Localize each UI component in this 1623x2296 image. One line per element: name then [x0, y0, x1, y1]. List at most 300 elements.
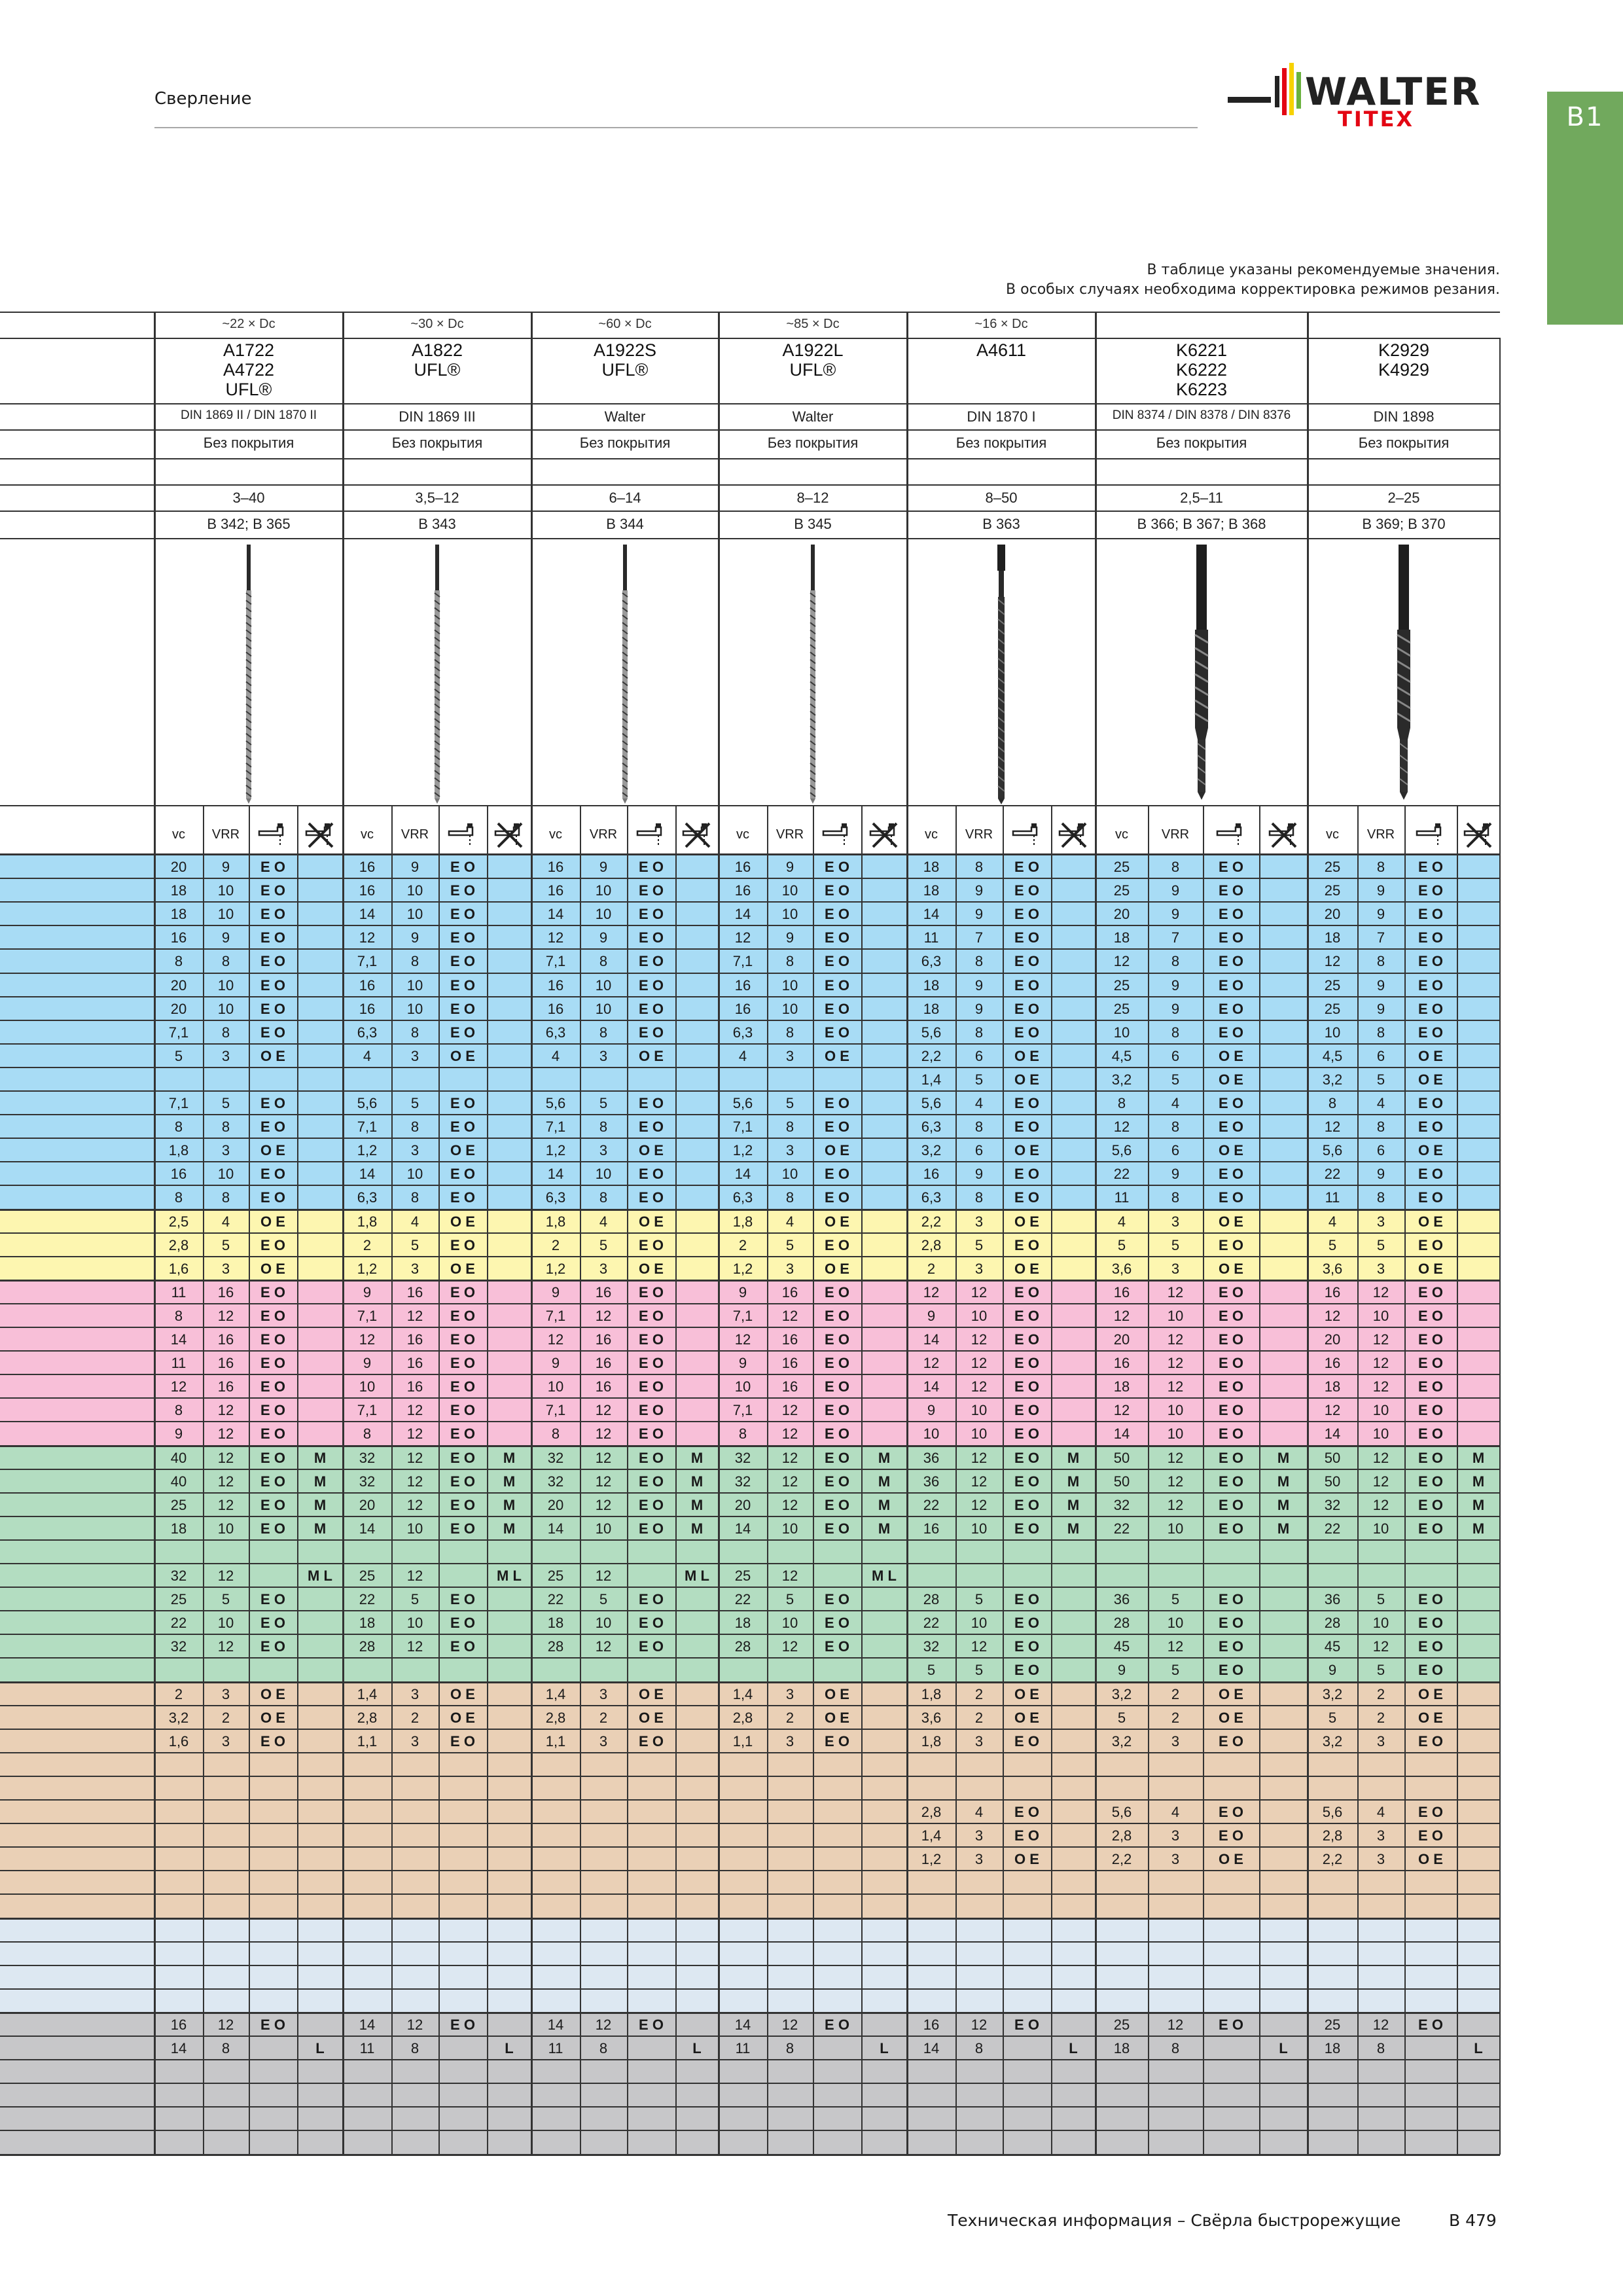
vc-value: 8 — [363, 1426, 372, 1443]
dry-value — [1259, 1969, 1308, 1989]
coolant-value: E O — [450, 882, 475, 899]
vrr-value: 10 — [406, 977, 423, 994]
tool-code: A4611 — [976, 340, 1027, 360]
dry-value — [487, 859, 531, 878]
vc-value: 7,1 — [732, 953, 753, 970]
vc-value: 6,3 — [921, 1189, 942, 1206]
coolant-value: E O — [1219, 929, 1243, 946]
dry-value — [675, 2017, 719, 2036]
grid-line — [0, 403, 1500, 404]
vc-value: 1,2 — [732, 1260, 753, 1277]
coolant-value: E O — [1014, 1378, 1039, 1395]
coolant-value: E O — [450, 2016, 475, 2033]
tool-catalog-pages: B 342; B 365 — [207, 516, 291, 532]
dry-value — [487, 2111, 531, 2130]
vc-value: 16 — [734, 1000, 751, 1017]
coolant-value: E O — [260, 1732, 285, 1749]
vrr-value: 3 — [599, 1047, 608, 1064]
tool-diameter-range: 3,5–12 — [415, 490, 459, 506]
vrr-value — [1357, 2111, 1404, 2130]
dry-value — [861, 1757, 907, 1776]
coolant-value: O E — [450, 1142, 475, 1159]
dry-value — [1051, 1568, 1096, 1587]
coolant-value: E O — [1014, 929, 1039, 946]
vc-value: 25 — [1324, 2016, 1341, 2033]
vrr-value: 12 — [217, 1568, 234, 1584]
vc-value: 14 — [734, 1166, 751, 1183]
tool-coating: Без покрытия — [579, 435, 671, 451]
vc-value — [1308, 1780, 1357, 1800]
dry-value — [675, 1378, 719, 1398]
coolant-value: E O — [450, 1095, 475, 1111]
dry-value — [297, 906, 343, 925]
vc-value — [1096, 1898, 1148, 1918]
vrr-value: 3 — [410, 1260, 419, 1277]
coolant-value — [249, 1757, 297, 1776]
dry-value — [297, 1851, 343, 1871]
vc-value: 25 — [1324, 882, 1341, 899]
vrr-value — [767, 1071, 813, 1091]
vc-value: 20 — [1324, 906, 1341, 923]
coolant-value: O E — [450, 1047, 475, 1064]
vrr-value: 10 — [406, 906, 423, 923]
vc-value — [1096, 1922, 1148, 1942]
vc-value: 2,8 — [921, 1236, 942, 1253]
vrr-value: 12 — [1372, 2016, 1389, 2033]
vc-value: 1,2 — [921, 1851, 942, 1868]
dry-value — [487, 1308, 531, 1327]
vc-value: 25 — [1113, 977, 1130, 994]
dry-value — [1457, 1119, 1500, 1138]
dry-value — [1051, 1874, 1096, 1894]
vc-value: 28 — [923, 1591, 940, 1608]
vrr-value: 5 — [410, 1236, 419, 1253]
vrr-value: 10 — [217, 977, 234, 994]
dry-value: M — [690, 1449, 704, 1466]
vrr-value: 3 — [785, 1685, 794, 1702]
vrr-value — [580, 1804, 627, 1823]
vc-value — [531, 1993, 580, 2013]
dry-value: M — [1277, 1473, 1290, 1490]
dry-value — [861, 1780, 907, 1800]
tool-standard: Walter — [792, 408, 834, 425]
dry-value: M — [313, 1473, 327, 1490]
vrr-value: 12 — [406, 1307, 423, 1324]
vc-value — [531, 1780, 580, 1800]
coolant-value: E O — [260, 1119, 285, 1136]
coolant-value: E O — [1014, 1307, 1039, 1324]
vc-value — [154, 1780, 203, 1800]
vrr-value — [767, 1922, 813, 1942]
grid-line — [0, 484, 1500, 486]
coolant-value — [1003, 2134, 1051, 2154]
vc-value — [907, 1969, 955, 1989]
vrr-value: 8 — [410, 1119, 419, 1136]
vrr-value: 10 — [1372, 1402, 1389, 1419]
dry-value — [487, 1189, 531, 1209]
vrr-value: 9 — [599, 929, 608, 946]
vrr-value — [767, 1851, 813, 1871]
vc-value: 5,6 — [1111, 1142, 1132, 1159]
dry-value — [1051, 859, 1096, 878]
coolant-value: E O — [825, 1520, 849, 1537]
vrr-value: 12 — [781, 1426, 798, 1443]
dry-value — [297, 1024, 343, 1044]
tool-code: A1822 — [411, 340, 463, 360]
coolant-value: E O — [825, 1615, 849, 1632]
coolant-value — [249, 1780, 297, 1800]
dry-value — [1051, 1851, 1096, 1871]
dry-value — [487, 1615, 531, 1634]
vc-value: 7,1 — [545, 1307, 566, 1324]
coolant-value: O E — [639, 1260, 664, 1277]
tool-standard: DIN 1870 I — [967, 408, 1036, 425]
drill-image — [1384, 543, 1423, 805]
coolant-value — [249, 1662, 297, 1681]
coolant-value: E O — [825, 1166, 849, 1183]
coolant-value — [1203, 1969, 1259, 1989]
dry-value — [1457, 1780, 1500, 1800]
coolant-value: O E — [1219, 1071, 1243, 1088]
dry-value: M — [690, 1496, 704, 1513]
vc-value — [531, 1874, 580, 1894]
vrr-value: 12 — [1167, 1638, 1184, 1655]
coolant-value — [249, 2064, 297, 2083]
tool-code: K6221 — [1175, 340, 1228, 360]
vrr-value: 10 — [781, 1000, 798, 1017]
coolant-value — [1404, 1544, 1457, 1564]
dry-machining-icon — [1058, 822, 1088, 848]
coolant-value — [627, 2064, 675, 2083]
coolant-icon — [1216, 822, 1246, 848]
dry-value — [487, 1780, 531, 1800]
drill-image — [418, 543, 457, 805]
vrr-value: 10 — [217, 1000, 234, 1017]
section-title: Сверление — [154, 89, 252, 109]
vc-value — [154, 1946, 203, 1965]
dry-machining-icon — [1463, 822, 1493, 848]
tool-code: UFL® — [414, 360, 461, 380]
coolant-value: E O — [260, 1638, 285, 1655]
vrr-value: 12 — [1372, 1638, 1389, 1655]
dry-value — [297, 1378, 343, 1398]
dry-value — [487, 1378, 531, 1398]
coolant-value: E O — [1014, 2016, 1039, 2033]
vc-value: 22 — [359, 1591, 376, 1608]
dry-value: M — [878, 1496, 891, 1513]
dry-value — [1457, 1331, 1500, 1351]
vc-value — [154, 1804, 203, 1823]
coolant-value: E O — [450, 1378, 475, 1395]
vc-value: 5,6 — [545, 1095, 566, 1111]
coolant-value: E O — [1219, 906, 1243, 923]
vc-value: 1,2 — [357, 1260, 378, 1277]
dry-value — [297, 1993, 343, 2013]
coolant-value: E O — [1219, 1166, 1243, 1183]
dry-value — [1259, 1615, 1308, 1634]
dry-value — [1457, 1001, 1500, 1020]
vrr-value: 10 — [406, 1615, 423, 1632]
dry-value — [487, 1922, 531, 1942]
coolant-value: O E — [1014, 1047, 1039, 1064]
vrr-value — [580, 1780, 627, 1800]
vrr-value: 8 — [974, 1189, 984, 1206]
coolant-value: E O — [1219, 1000, 1243, 1017]
vrr-value: 9 — [1171, 977, 1180, 994]
dry-value — [675, 1686, 719, 1706]
dry-value — [297, 1284, 343, 1304]
coolant-value: E O — [450, 1119, 475, 1136]
vc-value: 50 — [1113, 1473, 1130, 1490]
vc-value — [343, 1544, 391, 1564]
vrr-value: 9 — [974, 1166, 984, 1183]
dry-value: M — [1472, 1449, 1485, 1466]
coolant-value: E O — [450, 1189, 475, 1206]
vrr-value: 12 — [1372, 1331, 1389, 1348]
dry-value — [297, 1686, 343, 1706]
vc-value — [1096, 2087, 1148, 2107]
vc-value: 1,4 — [732, 1685, 753, 1702]
coolant-value: E O — [825, 1024, 849, 1041]
vrr-value: 8 — [974, 1024, 984, 1041]
vc-value — [343, 1780, 391, 1800]
vc-value: 25 — [170, 1496, 187, 1513]
dry-value: M — [690, 1473, 704, 1490]
vc-value: 5 — [1328, 1709, 1337, 1726]
vc-value: 20 — [547, 1496, 564, 1513]
dry-value — [675, 1851, 719, 1871]
coolant-value: E O — [825, 1095, 849, 1111]
vrr-value: 10 — [971, 1402, 988, 1419]
coolant-value — [627, 1544, 675, 1564]
dry-value — [1051, 977, 1096, 997]
vrr-value: 3 — [221, 1142, 230, 1159]
vc-value: 16 — [359, 977, 376, 994]
vc-value: 16 — [547, 977, 564, 994]
coolant-value: O E — [825, 1685, 849, 1702]
vc-value — [719, 1780, 767, 1800]
dry-value: L — [315, 2040, 325, 2056]
dry-value — [861, 1024, 907, 1044]
vc-value: 8 — [174, 953, 183, 970]
coolant-value: E O — [1219, 1804, 1243, 1820]
vrr-value: 10 — [781, 882, 798, 899]
vc-value — [1308, 1874, 1357, 1894]
vc-value: 2,2 — [1111, 1851, 1132, 1868]
vc-value: 12 — [923, 1283, 940, 1300]
dry-value — [1457, 882, 1500, 902]
coolant-value: O E — [1418, 1260, 1443, 1277]
dry-value — [675, 1142, 719, 1162]
vc-value: 11 — [1114, 1189, 1130, 1206]
vrr-value: 9 — [1376, 882, 1385, 899]
vrr-value — [1357, 1568, 1404, 1587]
vrr-value: 12 — [1167, 2016, 1184, 2033]
vc-value — [154, 2087, 203, 2107]
vrr-value: 8 — [785, 953, 794, 970]
dry-value — [297, 1733, 343, 1753]
dry-value — [1259, 1686, 1308, 1706]
coolant-value: E O — [639, 2016, 664, 2033]
dry-value — [1259, 906, 1308, 925]
dry-value — [487, 1946, 531, 1965]
vrr-value — [767, 1827, 813, 1847]
coolant-value: E O — [825, 1331, 849, 1348]
vrr-value — [1357, 1946, 1404, 1965]
dry-value — [1051, 1922, 1096, 1942]
vc-value: 16 — [170, 2016, 187, 2033]
coolant-value — [813, 2111, 861, 2130]
vrr-value: 10 — [595, 906, 612, 923]
vc-value: 32 — [547, 1473, 564, 1490]
dry-value — [1457, 953, 1500, 973]
coolant-value: O E — [1014, 1071, 1039, 1088]
vrr-value: 8 — [221, 1119, 230, 1136]
dry-value — [1259, 1591, 1308, 1611]
dry-value — [1457, 1710, 1500, 1729]
vrr-value — [1148, 1946, 1203, 1965]
dry-value — [861, 1946, 907, 1965]
dry-value — [1051, 2087, 1096, 2107]
coolant-value: E O — [1014, 1615, 1039, 1632]
vrr-value — [580, 1662, 627, 1681]
vc-value: 14 — [923, 2040, 940, 2056]
dry-value — [1457, 1024, 1500, 1044]
vc-value — [719, 2111, 767, 2130]
vc-value: 9 — [174, 1426, 183, 1443]
coolant-value: E O — [1418, 1804, 1443, 1820]
vrr-value: 10 — [1372, 1426, 1389, 1443]
dry-value — [487, 1898, 531, 1918]
dry-value: M — [1472, 1473, 1485, 1490]
dry-value — [297, 1710, 343, 1729]
vc-value — [343, 1993, 391, 2013]
dry-value — [1051, 1378, 1096, 1398]
coolant-value: E O — [1418, 1662, 1443, 1679]
coolant-value — [438, 1071, 487, 1091]
vrr-value: 3 — [974, 1732, 984, 1749]
vrr-value — [1148, 1922, 1203, 1942]
vc-value: 22 — [1324, 1520, 1341, 1537]
vc-value: 16 — [734, 859, 751, 875]
vc-value: 36 — [923, 1449, 940, 1466]
vc-value — [1096, 1946, 1148, 1965]
dry-value — [861, 1355, 907, 1374]
vc-value: 9 — [1328, 1662, 1337, 1679]
dry-value — [1051, 1946, 1096, 1965]
vrr-value: 8 — [1171, 953, 1180, 970]
vrr-value — [203, 2134, 249, 2154]
vrr-value: 12 — [1372, 1473, 1389, 1490]
coolant-value — [249, 1568, 297, 1587]
vc-value — [343, 1851, 391, 1871]
dry-value — [1457, 1048, 1500, 1067]
vc-value: 20 — [170, 859, 187, 875]
dry-value — [1259, 1331, 1308, 1351]
coolant-value: E O — [1418, 1024, 1443, 1041]
vc-value: 20 — [170, 1000, 187, 1017]
vrr-value: 8 — [599, 2040, 608, 2056]
vrr-value: 12 — [971, 1473, 988, 1490]
coolant-value: E O — [1219, 1449, 1243, 1466]
vc-value: 3,2 — [1322, 1732, 1343, 1749]
dry-value — [297, 859, 343, 878]
dry-value: M — [313, 1496, 327, 1513]
dry-value — [1051, 1213, 1096, 1233]
vc-value: 16 — [170, 929, 187, 946]
dry-value: M — [1277, 1449, 1290, 1466]
dry-value — [1051, 929, 1096, 949]
vrr-value: 16 — [781, 1378, 798, 1395]
vrr-value: 5 — [1376, 1591, 1385, 1608]
coolant-value: E O — [1014, 1520, 1039, 1537]
vc-value: 25 — [1113, 882, 1130, 899]
coolant-value — [249, 1969, 297, 1989]
dry-value — [1051, 1591, 1096, 1611]
vc-value: 18 — [923, 977, 940, 994]
coolant-value — [1003, 2064, 1051, 2083]
coolant-value: E O — [260, 1426, 285, 1443]
coolant-value: E O — [1418, 1000, 1443, 1017]
vrr-value: 10 — [781, 906, 798, 923]
coolant-value: O E — [825, 1142, 849, 1159]
vc-value — [1096, 1757, 1148, 1776]
coolant-value — [1203, 1922, 1259, 1942]
vrr-value: 12 — [406, 1473, 423, 1490]
coolant-value: O E — [1219, 1709, 1243, 1726]
vrr-value: 8 — [410, 1024, 419, 1041]
vrr-value: 8 — [410, 2040, 419, 2056]
vc-header: vc — [549, 827, 562, 842]
dry-value — [487, 1024, 531, 1044]
coolant-value: E O — [450, 1638, 475, 1655]
coolant-value: E O — [1418, 2016, 1443, 2033]
coolant-value: E O — [260, 1449, 285, 1466]
vc-value: 5,6 — [921, 1095, 942, 1111]
vrr-value: 5 — [221, 1236, 230, 1253]
vrr-value: 10 — [595, 1520, 612, 1537]
coolant-value: E O — [1418, 1638, 1443, 1655]
vc-value: 50 — [1324, 1449, 1341, 1466]
drill-image — [793, 543, 832, 805]
tool-standard: DIN 1869 III — [399, 408, 476, 425]
vrr-value: 12 — [781, 1449, 798, 1466]
dry-value — [675, 906, 719, 925]
tool-catalog-pages: B 343 — [418, 516, 456, 532]
dry-value: M — [1067, 1520, 1080, 1537]
coolant-value: E O — [1418, 1166, 1443, 1183]
vrr-value — [955, 1969, 1003, 1989]
dry-value — [1457, 1213, 1500, 1233]
vc-value: 14 — [359, 906, 376, 923]
vrr-value — [1148, 2134, 1203, 2154]
coolant-value: E O — [260, 906, 285, 923]
tool-code: K4929 — [1378, 360, 1430, 380]
vrr-value: 5 — [1376, 1236, 1385, 1253]
vrr-value: 16 — [406, 1283, 423, 1300]
vc-value — [343, 1969, 391, 1989]
vrr-value: 9 — [410, 859, 419, 875]
vc-value: 11 — [548, 2040, 563, 2056]
coolant-value — [1003, 1544, 1051, 1564]
tool-code: UFL® — [225, 380, 272, 399]
coolant-value: E O — [260, 1591, 285, 1608]
vrr-value — [203, 1757, 249, 1776]
dry-value — [861, 2111, 907, 2130]
dry-value — [861, 1237, 907, 1257]
tool-catalog-pages: B 366; B 367; B 368 — [1137, 516, 1266, 532]
dry-value — [1051, 1615, 1096, 1634]
